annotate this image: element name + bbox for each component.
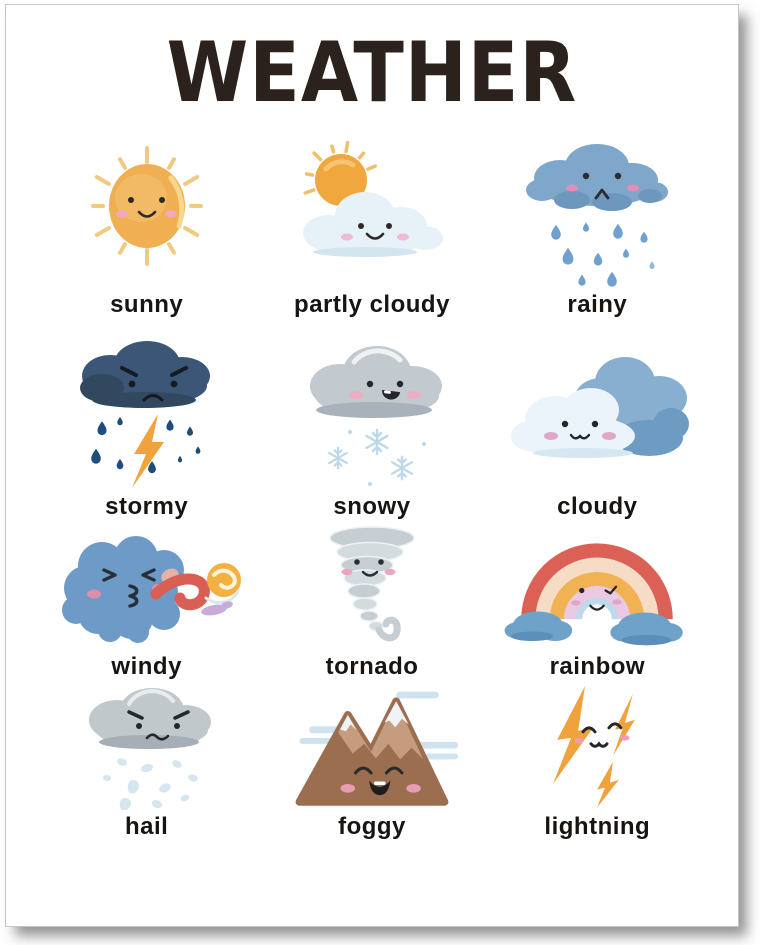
partly-cloudy-icon xyxy=(277,138,467,288)
item-label: stormy xyxy=(105,492,189,520)
item-label: tornado xyxy=(325,652,419,680)
weather-item-cloudy xyxy=(485,318,710,520)
hail-icon xyxy=(67,682,227,810)
stormy-icon xyxy=(62,334,232,490)
cloudy-icon xyxy=(497,340,697,490)
foggy-icon xyxy=(279,680,464,810)
weather-poster xyxy=(5,4,739,927)
sunny-icon xyxy=(61,138,233,288)
item-label: lightning xyxy=(544,812,651,840)
item-label: windy xyxy=(111,652,182,680)
weather-item-sunny xyxy=(34,120,259,318)
weather-item-rainbow xyxy=(485,520,710,680)
weather-item-rainy xyxy=(485,120,710,318)
weather-item-snowy xyxy=(259,318,484,520)
weather-item-partly-cloudy xyxy=(259,120,484,318)
snowy-icon xyxy=(282,334,462,490)
item-label: rainbow xyxy=(549,652,646,680)
item-label: partly cloudy xyxy=(294,290,450,318)
item-label: sunny xyxy=(110,290,184,318)
item-label: rainy xyxy=(567,290,628,318)
windy-icon xyxy=(44,528,249,650)
rainy-icon xyxy=(512,138,682,288)
weather-item-tornado xyxy=(259,520,484,680)
rainbow-icon xyxy=(497,520,697,650)
lightning-icon xyxy=(527,680,667,810)
weather-item-foggy xyxy=(259,680,484,840)
item-label: foggy xyxy=(338,812,406,840)
weather-grid xyxy=(6,116,738,840)
tornado-icon xyxy=(297,522,447,650)
item-label: snowy xyxy=(333,492,411,520)
weather-item-hail xyxy=(34,680,259,840)
item-label: hail xyxy=(124,812,169,840)
item-label: cloudy xyxy=(557,492,638,520)
weather-item-windy xyxy=(34,520,259,680)
weather-item-lightning xyxy=(485,680,710,840)
weather-item-stormy xyxy=(34,318,259,520)
poster-title: WEATHER xyxy=(166,24,578,122)
